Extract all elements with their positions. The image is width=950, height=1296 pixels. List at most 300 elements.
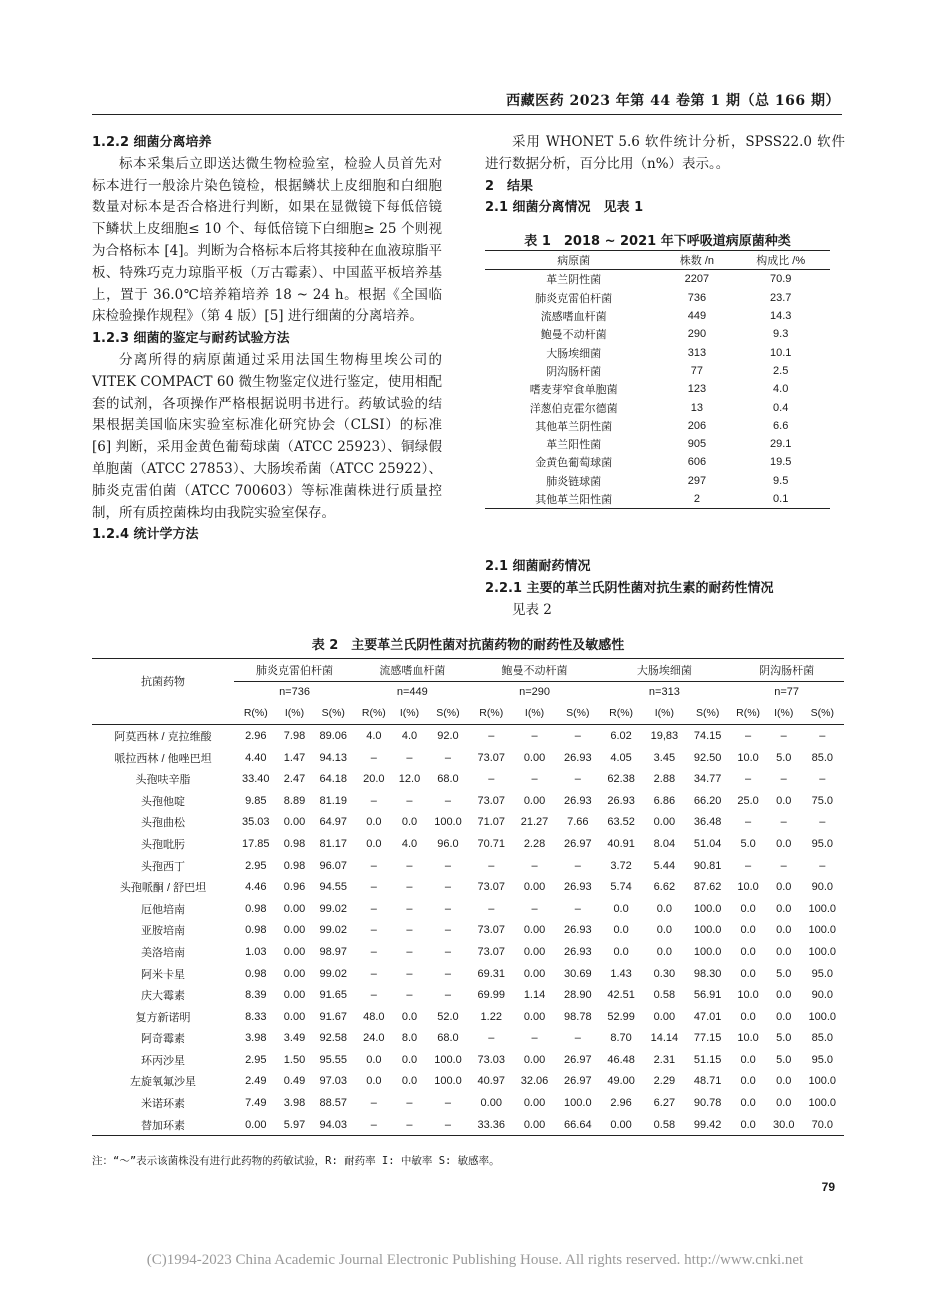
table1-cell: 革兰阴性菌 (546, 274, 602, 287)
table2-cell: 69.31 (477, 967, 506, 980)
table1-cell: 9.5 (773, 474, 789, 487)
table2-cell: 2.31 (653, 1053, 676, 1066)
table2-cell: – (819, 859, 826, 872)
table2-cell: 0.0 (776, 1010, 792, 1023)
table2-cell: 1.14 (523, 989, 546, 1002)
table2-cell: – (819, 816, 826, 829)
table2-cell: – (355, 1114, 393, 1136)
table2-cell: 4.05 (610, 751, 632, 764)
table2-rsi-header: S(%) (686, 703, 729, 725)
table2-drug-name: 复方新诺明 (135, 1011, 191, 1024)
table2-cell: 0.00 (523, 924, 546, 937)
table2-row (92, 920, 844, 942)
table2-cell: 8.0 (401, 1032, 418, 1045)
table2-cell: – (444, 945, 452, 958)
table2-row (92, 876, 844, 898)
table1-cell: 0.1 (731, 490, 830, 509)
table2-org-n: n=77 (774, 686, 800, 699)
table2-cell: 8.70 (610, 1032, 632, 1045)
table2-cell: 40.91 (607, 837, 635, 850)
table2-cell: 70.71 (477, 837, 506, 850)
table2-cell: 1.03 (245, 945, 267, 958)
table2-cell: 95.0 (811, 837, 833, 850)
table2-cell: 0.0 (366, 1053, 382, 1066)
table2-cell: 89.06 (319, 729, 347, 742)
table2-cell: 0.0 (776, 924, 792, 937)
table2-rsi-header: R(%) (470, 703, 513, 725)
paragraph-culture: 标本采集后立即送达微生物检验室，检验人员首先对标本进行一般涂片染色镜检，根据鳞状上皮细胞和白细胞数量对标本是否合格进行判断，如果在显微镜下每低倍镜下鳞状上皮细胞≤ 10 个、每低倍镜下白细胞≥ 25 个则视为合格标本 [4]。判断为合格标本后将其接种在血液琼脂平板、特殊巧克力琼脂平板（万古霉素）、中国蓝平板培养基上，置于 36.0℃培养箱培养 18 ~ 24 h。根据《全国临床检验操作规程》（第 4 版）[5] 进行细菌的分离培养。 (92, 155, 442, 325)
table1-cell: 阴沟肠杆菌 (546, 365, 602, 378)
table2-cell: 0.0 (401, 1075, 418, 1088)
table2-drug-name: 头孢曲松 (141, 817, 185, 830)
left-column (92, 132, 442, 546)
table2-cell: 0.00 (283, 816, 306, 829)
section-heading-1-2-3: 1.2.3 细菌的鉴定与耐药试验方法 (92, 331, 290, 347)
table2-cell: – (370, 859, 377, 872)
table2-rsi-header: S(%) (556, 703, 599, 725)
table2-row (92, 855, 844, 877)
table2-rsi-header: I(%) (767, 703, 801, 725)
table2-org-name: 鲍曼不动杆菌 (470, 659, 600, 682)
table2-cell: 5.97 (278, 1114, 312, 1136)
table2-cell: – (426, 1114, 469, 1136)
table2-cell: 8.89 (283, 794, 306, 807)
table2-drug-name: 阿奇霉素 (141, 1033, 185, 1046)
table2-cell: 0.0 (740, 967, 756, 980)
table2-cell: – (531, 859, 538, 872)
table2-cell: 0.98 (245, 967, 267, 980)
copyright-watermark: (C)1994-2023 China Academic Journal Electronic Publishing House. All rights reserved. http://www.cnki.net (146, 1252, 804, 1268)
table2-drug-name: 庆大霉素 (141, 990, 185, 1003)
table2-note: 注：“～”表示该菌株没有进行此药物的药敏试验，R: 耐药率 I: 中敏率 S: 敏感率。 (92, 1155, 500, 1167)
table2-cell: – (780, 859, 787, 872)
table1-cell: 嗜麦芽窄食单胞菌 (529, 384, 618, 397)
table2-cell: 85.0 (811, 1032, 833, 1045)
table2-cell: 0.0 (776, 1097, 792, 1110)
table2-cell: 0.0 (366, 816, 382, 829)
table2-cell: 100.0 (693, 902, 722, 915)
table2-cell: – (780, 816, 787, 829)
table2-cell: 100.0 (808, 902, 837, 915)
table2-row (92, 725, 844, 747)
table2-row (92, 768, 844, 790)
table2-cell: 0.0 (776, 1075, 792, 1088)
table1-cell: 606 (687, 456, 707, 469)
section-heading-2-1: 2.1 细菌分离情况 见表 1 (485, 200, 644, 216)
table2-cell: – (406, 1097, 413, 1110)
table2-cell: 92.50 (693, 751, 722, 764)
table2-rsi-header: S(%) (426, 703, 469, 725)
table2-cell: – (488, 859, 495, 872)
table2-cell: – (370, 924, 377, 937)
table1-cell: 鲍曼不动杆菌 (540, 329, 607, 342)
table2-cell: – (819, 729, 826, 742)
table1-cell: 70.9 (769, 273, 792, 286)
table2-cell: 5.0 (740, 837, 756, 850)
table1-cell: 流感嗜血杆菌 (540, 311, 607, 324)
table2-cell: 0.00 (523, 794, 546, 807)
table2-cell: – (745, 729, 752, 742)
table2-cell: 8.04 (653, 837, 676, 850)
table2-cell: 0.98 (245, 902, 267, 915)
table2-cell: – (444, 751, 452, 764)
table1-cell: 6.6 (773, 419, 789, 432)
table1-row (485, 380, 830, 398)
table2-cell: 99.02 (319, 902, 347, 915)
table2-cell: 100.0 (434, 1053, 462, 1066)
table2-cell: 88.57 (319, 1097, 347, 1110)
table1-header-ratio: 构成比 /% (731, 251, 830, 270)
table2-cell: 2.96 (245, 729, 267, 742)
table2-cell: 30.0 (767, 1114, 801, 1136)
table2 (92, 658, 844, 1136)
table2-cell: 0.96 (283, 881, 306, 894)
table2-rsi-header: I(%) (278, 703, 312, 725)
table2-cell: 0.0 (613, 924, 629, 937)
right-column (485, 132, 845, 219)
table1-cell: 其他革兰阴性菌 (535, 420, 613, 433)
table2-cell: 52.99 (607, 1010, 635, 1023)
table2-org-n: n=449 (396, 686, 428, 699)
table2-cell: 0.00 (653, 1010, 676, 1023)
table2-row (92, 790, 844, 812)
table2-cell: – (444, 967, 452, 980)
table1-row (485, 289, 830, 307)
table2-cell: – (370, 881, 377, 894)
table2-cell: – (488, 773, 495, 786)
page-number: 79 (821, 1180, 835, 1194)
table2-cell: 99.02 (319, 967, 347, 980)
table2-org-name: 流感嗜血杆菌 (355, 659, 470, 682)
table2-cell: 0.0 (401, 816, 418, 829)
table2-cell: 73.07 (477, 924, 506, 937)
table2-cell: – (406, 881, 413, 894)
table2-cell: 2.95 (245, 859, 267, 872)
table1-cell: 297 (687, 474, 707, 487)
table2-cell: – (406, 989, 413, 1002)
table2-cell: 48.71 (693, 1075, 722, 1088)
table1-row (485, 417, 830, 435)
table2-rsi-spacer (92, 703, 234, 725)
table2-cell: 1.47 (283, 751, 306, 764)
table2-cell: 96.07 (319, 859, 347, 872)
table2-cell: 96.0 (437, 837, 459, 850)
table2-cell: 10.0 (737, 1032, 759, 1045)
table2-cell: 6.27 (653, 1097, 676, 1110)
table2-cell: – (444, 881, 452, 894)
section-heading-2: 2 结果 (485, 178, 534, 194)
table2-cell: 26.93 (564, 751, 592, 764)
table2-cell: 26.93 (564, 945, 592, 958)
table2-cell: 48.0 (363, 1010, 385, 1023)
table2-cell: 34.77 (693, 773, 722, 786)
table2-cell: – (444, 989, 452, 1002)
table1-header-count: 株数 /n (662, 251, 731, 270)
table2-cell: 7.66 (567, 816, 589, 829)
table2-cell: 0.0 (740, 924, 756, 937)
table2-cell: 3.72 (610, 859, 632, 872)
table2-cell: – (745, 859, 752, 872)
table2-cell: 4.0 (401, 729, 418, 742)
table2-cell: 4.40 (245, 751, 267, 764)
table2-cell: 90.78 (693, 1097, 722, 1110)
table2-cell: 95.55 (319, 1053, 347, 1066)
table2-cell: 2.29 (653, 1075, 676, 1088)
table2-cell: – (406, 794, 413, 807)
section-heading-1-2-4: 1.2.4 统计学方法 (92, 527, 199, 543)
table2-drug-name: 美洛培南 (141, 946, 185, 959)
table2-cell: 0.00 (480, 1097, 502, 1110)
table2-cell: 0.0 (656, 924, 673, 937)
table2-cell: 75.0 (811, 794, 833, 807)
table2-cell: 9.85 (245, 794, 267, 807)
table2-cell: 35.03 (242, 816, 270, 829)
table2-drug-name: 阿米卡星 (141, 968, 185, 981)
table2-cell: 26.97 (564, 837, 592, 850)
right-column-lower (485, 556, 845, 621)
table1-cell: 其他革兰阳性菌 (485, 490, 662, 509)
table2-drug-name: 头孢西丁 (141, 860, 185, 873)
table2-cell: 100.0 (693, 924, 722, 937)
table2-cell: 28.90 (564, 989, 592, 1002)
table2-cell: 77.15 (693, 1032, 722, 1045)
table2-row (92, 747, 844, 769)
table2-cell: 0.0 (401, 1053, 418, 1066)
table2-cell: 68.0 (437, 773, 459, 786)
table2-cell: 0.98 (283, 837, 306, 850)
table2-cell: – (444, 902, 452, 915)
table2-cell: 26.97 (564, 1075, 592, 1088)
table2-row (92, 1114, 844, 1136)
table2-cell: 94.13 (319, 751, 347, 764)
table2-drug-name: 米诺环素 (141, 1098, 185, 1111)
table2-cell: – (406, 902, 413, 915)
table2-rsi-header: S(%) (311, 703, 355, 725)
table2-cell: 5.0 (776, 1032, 792, 1045)
table2-cell: 73.03 (477, 1053, 506, 1066)
table2-drug-name: 头孢他啶 (141, 795, 185, 808)
table1-row (485, 398, 830, 416)
section-heading-2-2: 2.1 细菌耐药情况 (485, 559, 591, 574)
table2-rsi-header: I(%) (513, 703, 556, 725)
table2-cell: 66.64 (556, 1114, 599, 1136)
table2-cell: 2.49 (245, 1075, 267, 1088)
table1-cell: 肺炎克雷伯杆菌 (535, 292, 613, 305)
table2-cell: 0.0 (776, 989, 792, 1002)
section-heading-2-2-1: 2.2.1 主要的革兰氏阴性菌对抗生素的耐药性情况 (485, 580, 774, 596)
table2-drug-name: 厄他培南 (141, 903, 185, 916)
table1-cell: 4.0 (773, 383, 789, 396)
table1-cell: 313 (687, 346, 707, 359)
table2-cell: – (406, 924, 413, 937)
table2-cell: – (444, 794, 452, 807)
table2-cell: 8.39 (245, 989, 267, 1002)
table2-cell: 0.0 (776, 837, 792, 850)
table1-cell: 123 (687, 383, 707, 396)
table2-drug-name: 亚胺培南 (141, 925, 185, 938)
table2-cell: 73.07 (477, 945, 506, 958)
table2-row (92, 1028, 844, 1050)
paragraph-identification: 分离所得的病原菌通过采用法国生物梅里埃公司的 VITEK COMPACT 60 微生物鉴定仪进行鉴定，使用相配套的试剂，各项操作严格根据说明书进行。药敏试验的结果根据美国临床实验室标准化研究协会（CLSI）的标准 [6] 判断，采用金黄色葡萄球菌（ATCC 25923）、铜绿假单胞菌（ATCC 27853）、大肠埃希菌（ATCC 25922）、肺炎克雷伯菌（ATCC 700603）等标准菌株进行质量控制，所有质控菌株均由我院实验室保存。 (92, 351, 442, 521)
table2-cell: 94.03 (311, 1114, 355, 1136)
table2-cell: – (370, 945, 377, 958)
table2-cell: 94.55 (319, 881, 347, 894)
table2-cell: 1.43 (610, 967, 632, 980)
table2-cell: 0.0 (776, 945, 792, 958)
table2-cell: 74.15 (693, 729, 722, 742)
table1-cell: 0.4 (773, 401, 789, 414)
table2-cell: 2.47 (283, 773, 306, 786)
table2-cell: 0.00 (283, 924, 306, 937)
table1-row (485, 472, 830, 490)
table1-row (485, 325, 830, 343)
table2-cell: – (393, 1114, 427, 1136)
table2-cell: 90.0 (811, 989, 833, 1002)
table2-cell: 25.0 (737, 794, 759, 807)
table2-cell: 62.38 (607, 773, 635, 786)
table2-drug-name: 头孢吡肟 (141, 838, 185, 851)
table2-cell: 56.91 (693, 989, 722, 1002)
table2-cell: 47.01 (693, 1010, 722, 1023)
table1-row (485, 490, 830, 509)
table2-cell: 0.58 (643, 1114, 686, 1136)
table2-cell: 95.0 (811, 1053, 833, 1066)
table2-cell: 49.00 (607, 1075, 635, 1088)
table2-cell: 100.0 (808, 1010, 837, 1023)
table2-cell: 91.67 (319, 1010, 347, 1023)
table2-cell: 2.95 (245, 1053, 267, 1066)
table2-org-n: n=313 (648, 686, 680, 699)
table2-cell: 46.48 (607, 1053, 635, 1066)
table2-cell: 100.0 (434, 1075, 462, 1088)
table2-drug-name: 头孢哌酮 / 舒巴坦 (119, 882, 207, 895)
table2-cell: 98.30 (693, 967, 722, 980)
table2-cell: 0.0 (776, 881, 792, 894)
table2-cell: 51.04 (693, 837, 722, 850)
table2-cell: 0.00 (283, 945, 306, 958)
table1-cell: 金黄色葡萄球菌 (535, 457, 613, 470)
table2-cell: 17.85 (242, 837, 270, 850)
table2-cell: 0.00 (523, 1053, 546, 1066)
table2-cell: 10.0 (737, 989, 759, 1002)
table2-rsi-header: I(%) (643, 703, 686, 725)
table2-cell: – (745, 773, 752, 786)
table2-cell: 6.02 (610, 729, 632, 742)
table2-cell: 0.0 (613, 902, 629, 915)
table2-rsi-header: R(%) (599, 703, 642, 725)
table1-cell: 905 (687, 438, 707, 451)
table1-cell: 19.5 (769, 456, 792, 469)
table1-row (485, 307, 830, 325)
table2-cell: 63.52 (607, 816, 635, 829)
table2-cell: – (370, 967, 377, 980)
table2-cell: 66.20 (693, 794, 722, 807)
table1-cell: 2.5 (773, 364, 789, 377)
table1-cell: 29.1 (769, 438, 792, 451)
table2-cell: 5.74 (610, 881, 632, 894)
table2-cell: – (444, 859, 452, 872)
table2-org-name: 肺炎克雷伯杆菌 (234, 659, 355, 682)
table2-cell: 100.0 (808, 945, 837, 958)
table2-row (92, 1071, 844, 1093)
table1-cell: 13 (690, 401, 704, 414)
table2-cell: 8.33 (245, 1010, 267, 1023)
table2-cell: 10.0 (737, 751, 759, 764)
table2-cell: 33.40 (242, 773, 270, 786)
table2-cell: 81.19 (319, 794, 347, 807)
table1-header-organism: 病原菌 (485, 251, 662, 270)
table2-drug-name: 头孢呋辛脂 (135, 774, 191, 787)
table2-cell: 0.00 (283, 967, 306, 980)
table2-cell: 73.07 (477, 751, 506, 764)
table1-cell: 77 (690, 364, 704, 377)
table2-cell: 0.00 (523, 967, 546, 980)
table2-cell: – (745, 816, 752, 829)
table2-cell: 0.00 (523, 751, 546, 764)
table2-cell: – (574, 729, 581, 742)
table2-header-drug: 抗菌药物 (92, 659, 234, 703)
table2-cell: 5.44 (653, 859, 676, 872)
table2-cell: 97.03 (319, 1075, 347, 1088)
table1-row (485, 270, 830, 289)
table2-cell: – (370, 989, 377, 1002)
table2-cell: – (444, 924, 452, 937)
table2-cell: – (819, 773, 826, 786)
table1-cell: 9.3 (773, 328, 789, 341)
table2-cell: 100.0 (808, 1075, 837, 1088)
table2-cell: – (488, 729, 495, 742)
table2-cell: 6.86 (653, 794, 676, 807)
table2-cell: 0.0 (613, 945, 629, 958)
table2-cell: 0.00 (523, 1010, 546, 1023)
table2-cell: – (444, 1097, 452, 1110)
table1-row (485, 435, 830, 453)
table2-cell: 0.0 (401, 1010, 418, 1023)
table1-cell: 10.1 (769, 346, 792, 359)
table2-cell: – (531, 773, 538, 786)
table2-cell: 3.49 (283, 1032, 306, 1045)
table2-cell: 68.0 (437, 1032, 459, 1045)
table2-cell: 5.0 (776, 751, 792, 764)
paragraph-statistics: 采用 WHONET 5.6 软件统计分析，SPSS22.0 软件进行数据分析，百分比用（n%）表示。。 (485, 134, 845, 172)
table2-cell: – (780, 773, 787, 786)
table2-row (92, 833, 844, 855)
table2-cell: – (370, 902, 377, 915)
table2-row (92, 1092, 844, 1114)
table2-cell: 0.0 (740, 1010, 756, 1023)
table2-cell: 64.18 (319, 773, 347, 786)
table2-cell: 52.0 (437, 1010, 459, 1023)
table2-cell: 21.27 (520, 816, 549, 829)
table1-cell: 14.3 (769, 310, 792, 323)
table2-cell: 95.0 (811, 967, 833, 980)
table2-cell: 4.0 (366, 729, 382, 742)
table2-cell: 0.00 (234, 1114, 278, 1136)
table2-cell: 0.00 (283, 902, 306, 915)
section-heading-1-2-2: 1.2.2 细菌分离培养 (92, 135, 212, 150)
table2-cell: – (406, 859, 413, 872)
table2-cell: 99.02 (319, 924, 347, 937)
table2-cell: 0.30 (653, 967, 676, 980)
table2-cell: 51.15 (693, 1053, 722, 1066)
table1-cell: 2207 (684, 273, 710, 286)
table2-cell: 14.14 (650, 1032, 679, 1045)
table2-cell: 0.0 (656, 945, 673, 958)
table2-row (92, 963, 844, 985)
table2-cell: 92.58 (319, 1032, 347, 1045)
table2-cell: 19,83 (650, 729, 679, 742)
table1-cell: 肺炎链球菌 (546, 475, 602, 488)
